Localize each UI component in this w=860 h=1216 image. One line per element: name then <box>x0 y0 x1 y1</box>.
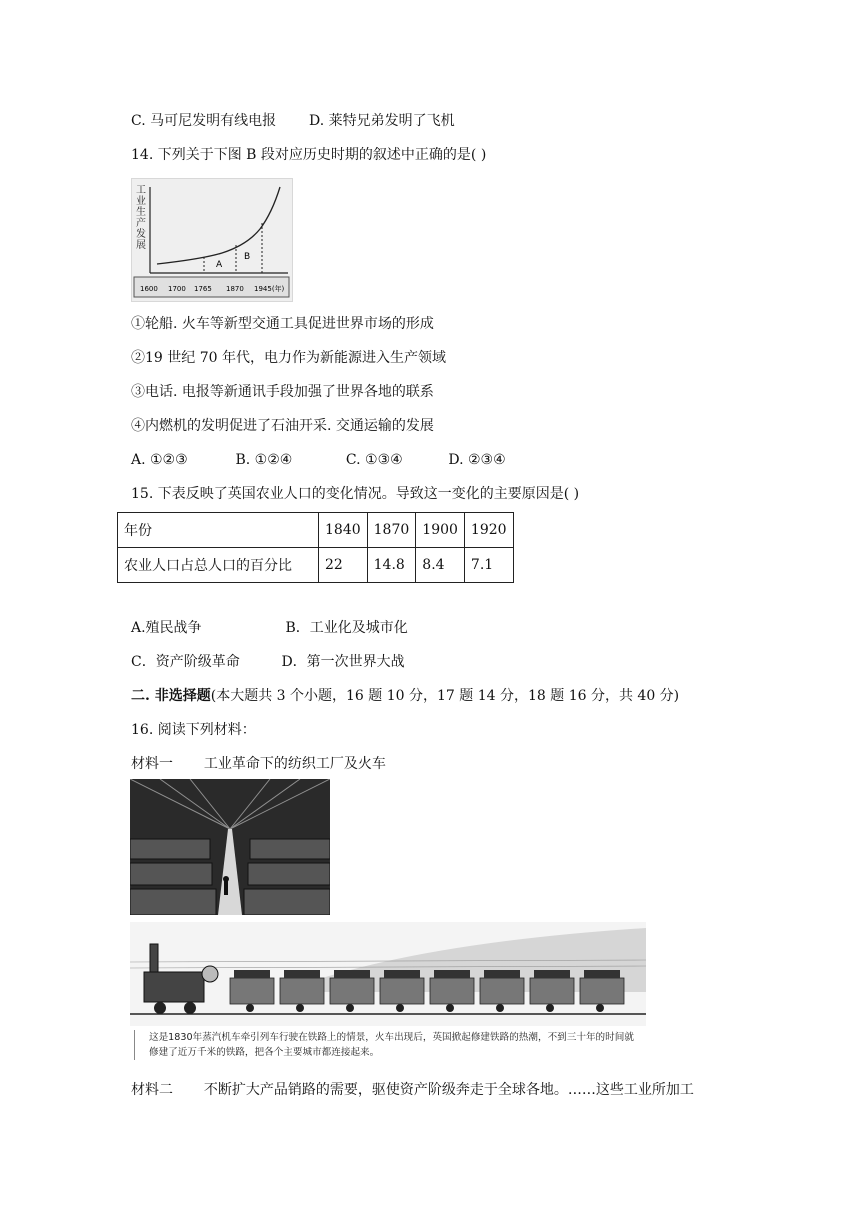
train-svg <box>130 922 646 1026</box>
q15-table <box>117 512 514 583</box>
table-cell: 8.4 <box>416 548 465 583</box>
table-cell: 7.1 <box>464 548 513 583</box>
graph-tick-1765: 1765 <box>194 285 212 293</box>
material2-label: 材料二 <box>131 1082 173 1098</box>
q15-options-line-2 <box>131 652 405 672</box>
table-row <box>118 513 514 548</box>
q14-option-d: D. ②③④ <box>448 452 506 468</box>
material1-label: 材料一 <box>131 756 173 772</box>
q15-option-b: B．工业化及城市化 <box>285 620 408 636</box>
material2-text: 不断扩大产品销路的需要，驱使资产阶级奔走于全球各地。……这些工业所加工 <box>203 1082 694 1098</box>
q15-stem: 15. 下表反映了英国农业人口的变化情况。导致这一变化的主要原因是( ) <box>131 486 580 502</box>
factory-svg <box>130 779 330 915</box>
table-cell: 1920 <box>464 513 513 548</box>
caption-line-2: 修建了近万千米的铁路，把各个主要城市都连接起来。 <box>149 1047 380 1058</box>
caption-line-1: 这是1830年蒸汽机车牵引列车行驶在铁路上的情景，火车出现后，英国掀起修建铁路的热潮，不到三十年的时间就 <box>149 1032 634 1043</box>
q16-stem: 16. 阅读下列材料： <box>131 722 256 738</box>
graph-tick-1600: 1600 <box>140 285 158 293</box>
table-cell: 1900 <box>416 513 465 548</box>
q14-options-line <box>131 450 506 470</box>
table-cell: 农业人口占总人口的百分比 <box>118 548 319 583</box>
graph-tick-1700: 1700 <box>168 285 186 293</box>
q14-item-3: ③电话. 电报等新通讯手段加强了世界各地的联系 <box>131 384 434 400</box>
q14-option-b: B. ①②④ <box>235 452 293 468</box>
q13-options-line <box>131 111 455 131</box>
train-caption <box>134 1030 657 1060</box>
graph-tick-1870: 1870 <box>226 285 244 293</box>
table-cell: 1870 <box>367 513 416 548</box>
table-cell: 22 <box>319 548 368 583</box>
table-cell: 1840 <box>319 513 368 548</box>
q15-option-d: D．第一次世界大战 <box>281 654 405 670</box>
q13-option-d: D. 莱特兄弟发明了飞机 <box>309 113 455 129</box>
table-cell: 14.8 <box>367 548 416 583</box>
industrial-growth-graph <box>131 178 293 302</box>
graph-svg <box>132 179 292 301</box>
q16-material1-line <box>131 754 386 774</box>
section2-note: (本大题共 3 个小题，16 题 10 分，17 题 14 分，18 题 16 分，共 40 分) <box>210 688 680 704</box>
graph-ylabel: 工业生产发展 <box>136 185 146 251</box>
q14-item-4: ④内燃机的发明促进了石油开采. 交通运输的发展 <box>131 418 434 434</box>
steam-train-illustration <box>130 922 646 1068</box>
table-row <box>118 548 514 583</box>
q15-option-a: A.殖民战争 <box>131 620 202 636</box>
section2-heading <box>131 686 679 706</box>
q15-options-line-1 <box>131 618 408 638</box>
graph-segment-a: A <box>216 260 223 270</box>
table-cell: 年份 <box>118 513 319 548</box>
textile-factory-photo <box>130 779 330 915</box>
q14-option-a: A. ①②③ <box>131 452 188 468</box>
graph-tick-1945: 1945(年) <box>254 285 285 293</box>
q14-stem: 14. 下列关于下图 B 段对应历史时期的叙述中正确的是( ) <box>131 147 487 163</box>
q15-option-c: C．资产阶级革命 <box>131 654 240 670</box>
q16-material2-line <box>131 1080 694 1100</box>
section2-title: 二. 非选择题 <box>131 688 211 704</box>
q13-option-c: C. 马可尼发明有线电报 <box>131 113 277 129</box>
graph-segment-b: B <box>244 252 251 262</box>
q14-item-2: ②19 世纪 70 年代，电力作为新能源进入生产领域 <box>131 350 446 366</box>
q14-option-c: C. ①③④ <box>345 452 403 468</box>
q14-item-1: ①轮船. 火车等新型交通工具促进世界市场的形成 <box>131 316 434 332</box>
material1-text: 工业革命下的纺织工厂及火车 <box>203 756 386 772</box>
